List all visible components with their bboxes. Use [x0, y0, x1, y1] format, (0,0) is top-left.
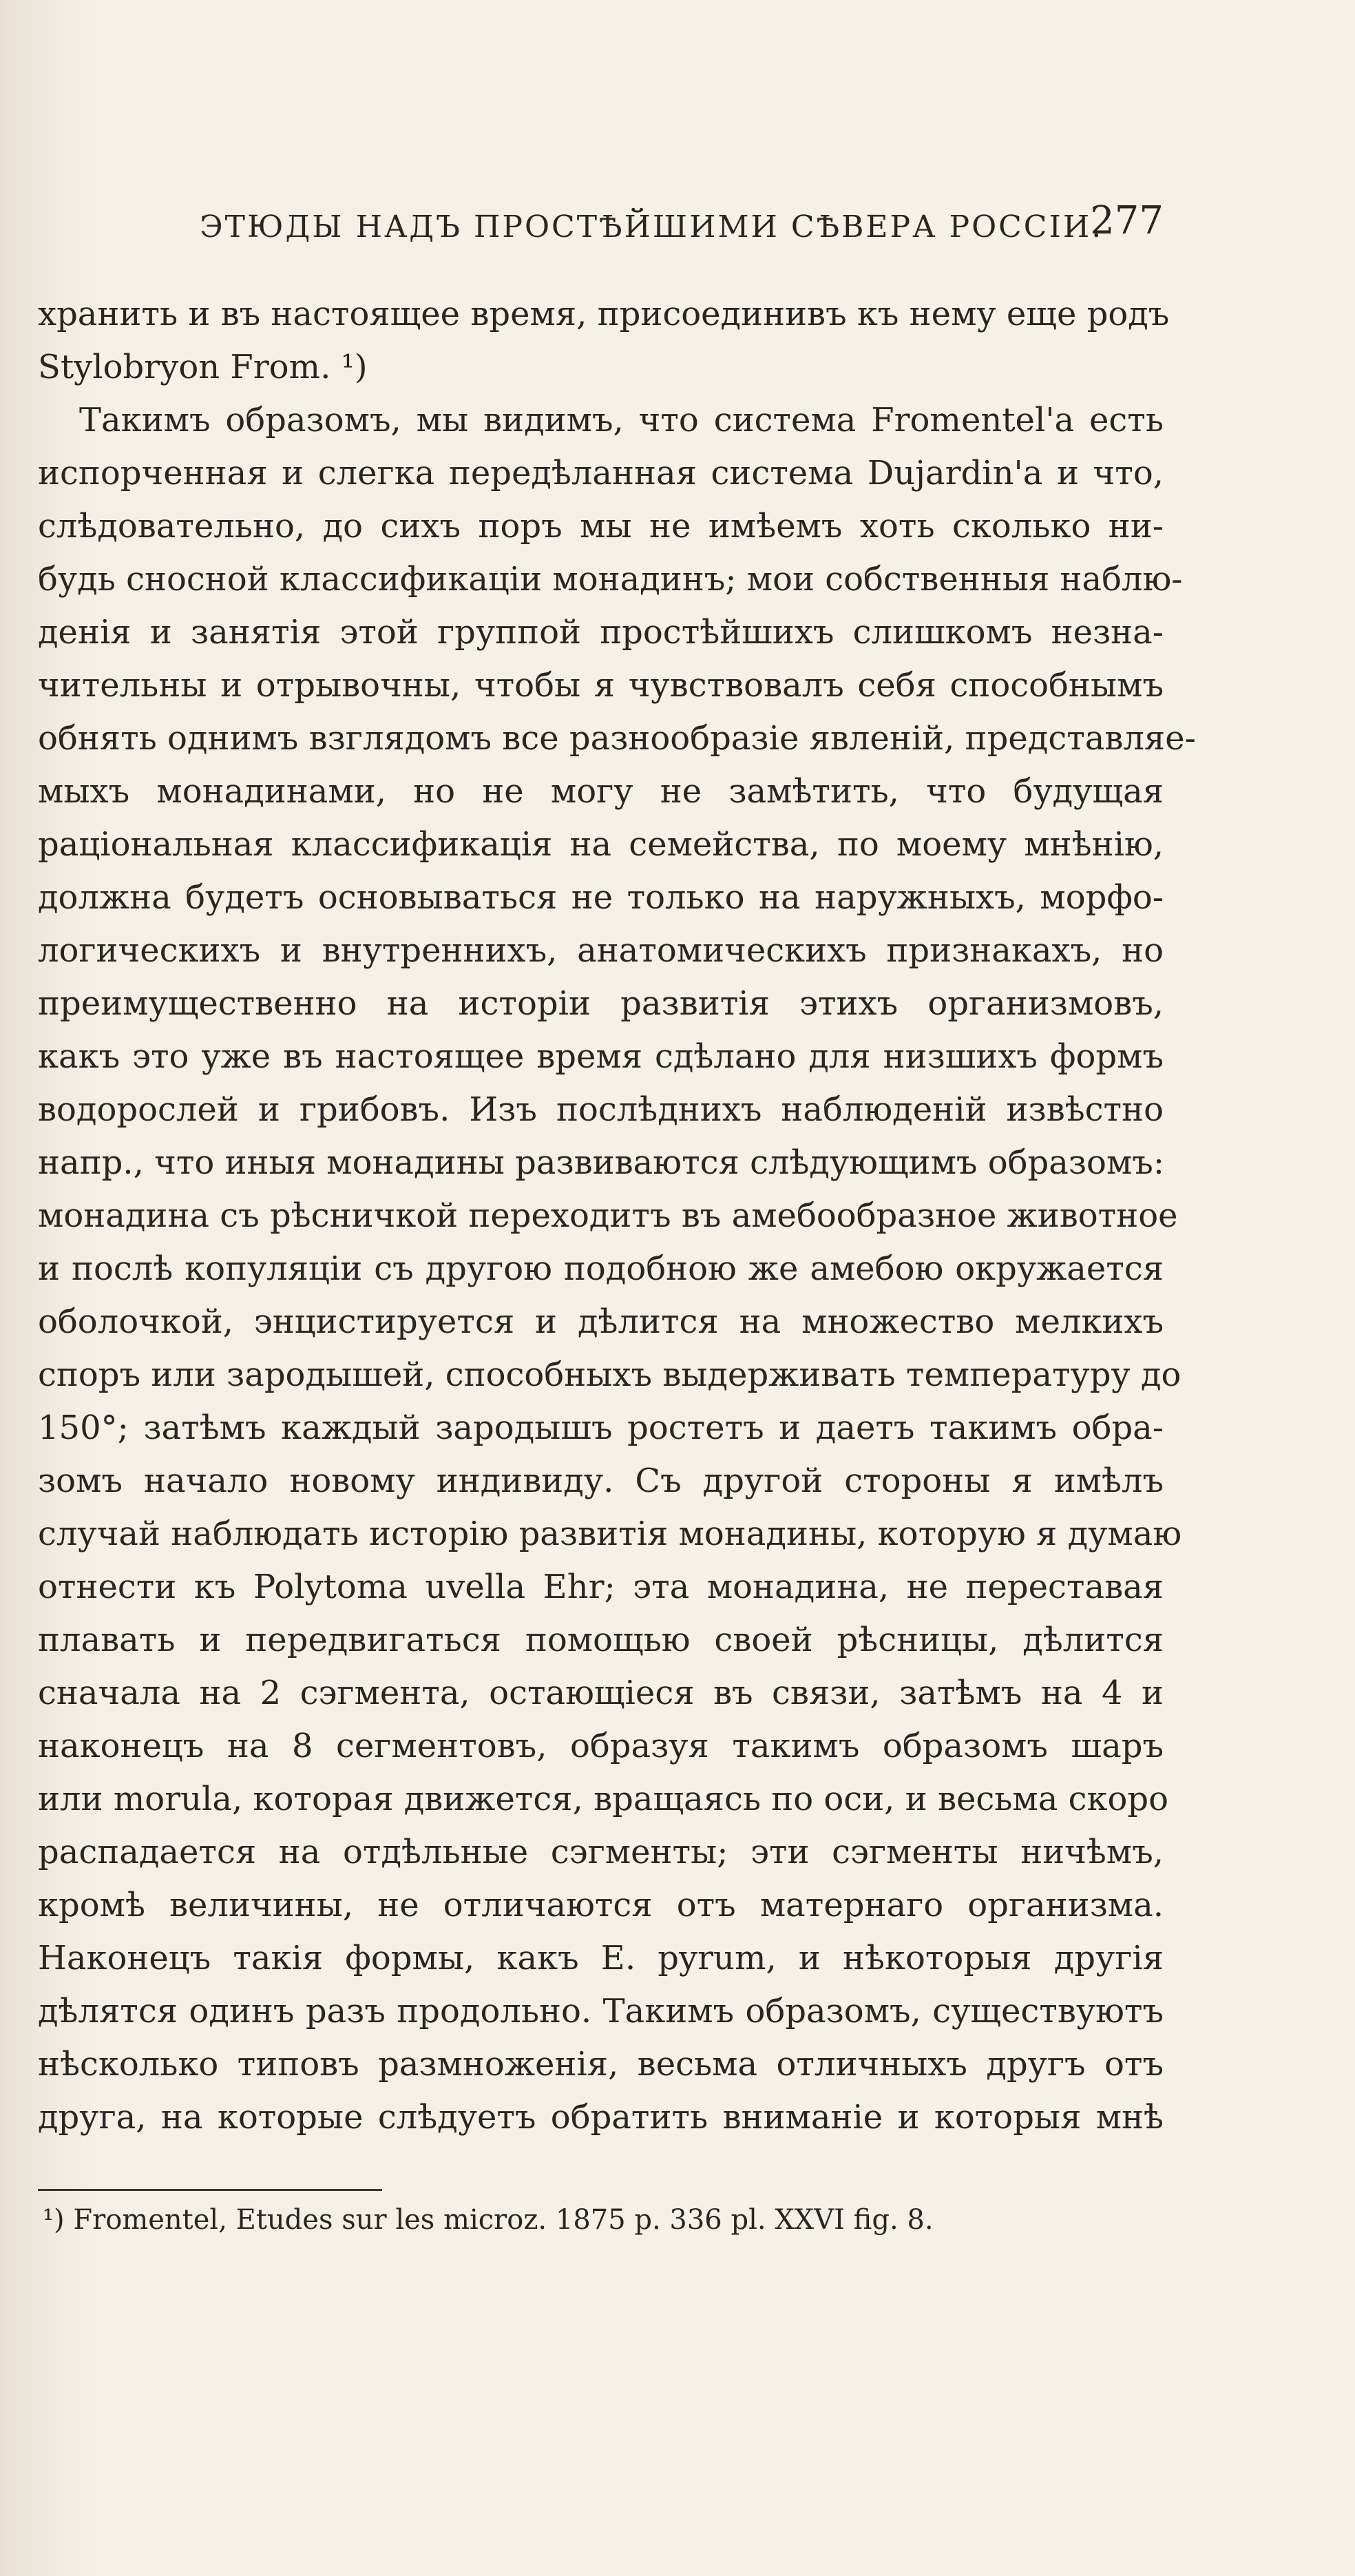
- text-line: Stylobryon From. ¹): [38, 348, 368, 386]
- text-line: монадина съ рѣсничкой переходитъ въ амебообразное животное: [38, 1196, 1178, 1235]
- text-line: друга, на которые слѣдуетъ обратить вниманіе и которыя мнѣ: [38, 2098, 1164, 2137]
- text-line: денія и занятія этой группой простѣйшихъ слишкомъ незна-: [38, 613, 1164, 652]
- text-line: или morula, которая движется, вращаясь по оси, и весьма скоро: [38, 1780, 1169, 1818]
- text-line: водорослей и грибовъ. Изъ послѣднихъ наблюденій извѣстно: [38, 1090, 1164, 1129]
- text-line: плавать и передвигаться помощью своей рѣсницы, дѣлится: [38, 1621, 1164, 1659]
- footnote-rule: [38, 2189, 382, 2191]
- text-line: распадается на отдѣльные сэгменты; эти сэгменты ничѣмъ,: [38, 1833, 1164, 1871]
- text-line: кромѣ величины, не отличаются отъ матернаго организма.: [38, 1886, 1164, 1924]
- text-line: случай наблюдать исторію развитія монадины, которую я думаю: [38, 1515, 1182, 1553]
- text-line: зомъ начало новому индивиду. Съ другой стороны я имѣлъ: [38, 1462, 1164, 1500]
- text-line: Такимъ образомъ, мы видимъ, что система Fromentel'а есть: [79, 401, 1164, 439]
- text-line: раціональная классификація на семейства, по моему мнѣнію,: [38, 825, 1164, 864]
- text-line: чительны и отрывочны, чтобы я чувствовалъ себя способнымъ: [38, 666, 1164, 705]
- text-line: наконецъ на 8 сегментовъ, образуя такимъ образомъ шаръ: [38, 1727, 1164, 1765]
- text-line: сначала на 2 сэгмента, остающіеся въ связи, затѣмъ на 4 и: [38, 1674, 1164, 1712]
- text-line: отнести къ Polytoma uvella Ehr; эта монадина, не переставая: [38, 1568, 1164, 1606]
- text-line: Наконецъ такія формы, какъ E. pyrum, и нѣкоторыя другія: [38, 1939, 1164, 1977]
- text-line: мыхъ монадинами, но не могу не замѣтить, что будущая: [38, 772, 1164, 811]
- text-line: слѣдовательно, до сихъ поръ мы не имѣемъ хоть сколько ни-: [38, 507, 1164, 546]
- text-line: 150°; затѣмъ каждый зародышъ ростетъ и даетъ такимъ обра-: [38, 1409, 1164, 1447]
- text-line: обнять однимъ взглядомъ все разнообразіе явленій, представляе-: [38, 719, 1196, 758]
- text-line: логическихъ и внутреннихъ, анатомическихъ признакахъ, но: [38, 931, 1164, 970]
- text-line: споръ или зародышей, способныхъ выдерживать температуру до: [38, 1355, 1181, 1394]
- footnote: ¹) Fromentel, Etudes sur les microz. 1875 p. 336 pl. XXVI fig. 8.: [43, 2204, 934, 2236]
- text-line: оболочкой, энцистируется и дѣлится на множество мелкихъ: [38, 1302, 1164, 1341]
- text-line: напр., что иныя монадины развиваются слѣдующимъ образомъ:: [38, 1143, 1164, 1182]
- text-line: должна будетъ основываться не только на наружныхъ, морфо-: [38, 878, 1164, 917]
- text-line: преимущественно на исторіи развитія этихъ организмовъ,: [38, 984, 1164, 1023]
- text-line: и послѣ копуляціи съ другою подобною же амебою окружается: [38, 1249, 1164, 1288]
- text-line: какъ это уже въ настоящее время сдѣлано для низшихъ формъ: [38, 1037, 1164, 1076]
- text-line: хранить и въ настоящее время, присоединивъ къ нему еще родъ: [38, 295, 1170, 333]
- text-line: дѣлятся одинъ разъ продольно. Такимъ образомъ, существуютъ: [38, 1992, 1164, 2030]
- text-line: испорченная и слегка передѣланная система Dujardin'а и что,: [38, 454, 1164, 492]
- body-text: [38, 288, 1196, 2144]
- page-header: [200, 198, 1164, 247]
- page-number: 277: [1090, 198, 1164, 243]
- text-line: будь сносной классификаціи монадинъ; мои собственныя наблю-: [38, 560, 1183, 599]
- text-line: нѣсколько типовъ размноженія, весьма отличныхъ другъ отъ: [38, 2045, 1164, 2084]
- running-title: ЭТЮДЫ НАДЪ ПРОСТѢЙШИМИ СѢВЕРА РОССІИ.: [200, 209, 1104, 245]
